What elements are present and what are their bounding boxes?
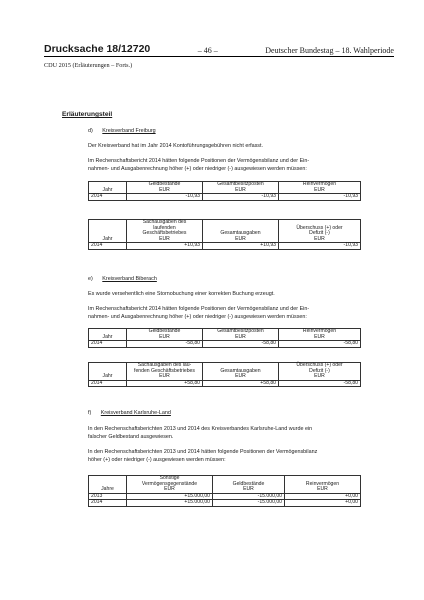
paragraph: Im Rechenschaftsbericht 2014 hätten folgende Positionen der Vermögensbilanz und der Ein- [88, 158, 310, 164]
table-header-row [89, 363, 361, 381]
cell: 2013 [89, 493, 127, 500]
cell: -10,93 [279, 194, 361, 201]
col-header: Überschuss (+) oder Defizit (-) EUR [279, 220, 361, 243]
col-header: Reinvermögen EUR [285, 476, 361, 494]
col-header: Reinvermögen EUR [279, 182, 361, 194]
col-header: Gesamtausgaben EUR [203, 363, 279, 381]
page-number: – 46 – [197, 46, 218, 55]
section-name: Kreisverband Biberach [102, 276, 157, 282]
cell: +0,00 [285, 500, 361, 507]
col-header: Jahr [89, 220, 127, 243]
col-header: Reinvermögen EUR [279, 329, 361, 341]
col-header: Sachausgaben des laufenden Geschäftsbetriebes EUR [127, 220, 203, 243]
paragraph: nahmen- und Ausgabenrechnung höher (+) oder niedriger (-) ausgewiesen werden müssen: [88, 166, 307, 172]
cell: +15.000,00 [127, 500, 213, 507]
paragraph: nahmen- und Ausgabenrechnung höher (+) oder niedriger (-) ausgewiesen werden müssen: [88, 314, 307, 320]
col-header: Sachausgaben des lau- fenden Geschäftsbetriebes EUR [127, 363, 203, 381]
col-header: Sonstige Vermögensgegenstände EUR [127, 476, 213, 494]
cell: -10,93 [279, 243, 361, 250]
cell: -58,80 [279, 341, 361, 348]
table-d-balance [88, 181, 361, 201]
table-header-row [89, 476, 361, 494]
table-e-expenses [88, 362, 361, 387]
col-header: Geldbestände EUR [127, 182, 203, 194]
section-e-heading [88, 276, 157, 282]
paragraph: falscher Geldbestand ausgewiesen. [88, 434, 174, 440]
table-d-expenses [88, 219, 361, 250]
col-header: Jahr [89, 363, 127, 381]
cell: 2014 [89, 380, 127, 387]
cell: -58,80 [279, 380, 361, 387]
cell: 2014 [89, 243, 127, 250]
table-row [89, 194, 361, 201]
table-row [89, 500, 361, 507]
table-f-balance [88, 475, 361, 507]
section-title: Erläuterungsteil [62, 111, 113, 118]
col-header: Gesamtausgaben EUR [203, 220, 279, 243]
table-row [89, 341, 361, 348]
section-f-heading [88, 410, 171, 416]
paragraph: In den Rechenschaftsberichten 2013 und 2014 des Kreisverbandes Karlsruhe-Land wurde ein [88, 426, 313, 432]
col-header: Geldbestände EUR [213, 476, 285, 494]
table-row [89, 380, 361, 387]
publisher: Deutscher Bundestag – 18. Wahlperiode [265, 46, 394, 55]
paragraph: Es wurde versehentlich eine Stornobuchung einer korrekten Buchung erzeugt. [88, 291, 275, 297]
cell: 2014 [89, 194, 127, 201]
section-letter: f) [88, 410, 92, 416]
table-row [89, 493, 361, 500]
drucksache-number: Drucksache 18/12720 [44, 43, 151, 55]
section-letter: d) [88, 128, 93, 134]
cell: -58,80 [203, 341, 279, 348]
cell: -15.000,00 [213, 493, 285, 500]
cell: -58,80 [127, 341, 203, 348]
table-e-balance [88, 328, 361, 348]
section-name: Kreisverband Karlsruhe-Land [100, 410, 171, 416]
cell: +10,93 [127, 243, 203, 250]
paragraph: Der Kreisverband hat im Jahr 2014 Kontoführungsgebühren nicht erfasst. [88, 143, 263, 149]
cell: +58,80 [203, 380, 279, 387]
section-letter: e) [88, 276, 93, 282]
cell: +58,80 [127, 380, 203, 387]
table-row [89, 243, 361, 250]
cell: 2014 [89, 341, 127, 348]
cell: -10,93 [127, 194, 203, 201]
col-header: Jahr [89, 329, 127, 341]
paragraph: Im Rechenschaftsbericht 2014 hätten folgende Positionen der Vermögensbilanz und der Ein- [88, 306, 310, 312]
section-name: Kreisverband Freiburg [102, 128, 156, 134]
col-header: Geldbestände EUR [127, 329, 203, 341]
paragraph: In den Rechenschaftsberichten 2013 und 2014 hätten folgende Positionen der Vermögensbilanz [88, 449, 318, 455]
cell: -10,93 [203, 194, 279, 201]
cell: +0,00 [285, 493, 361, 500]
table-header-row [89, 220, 361, 243]
cell: +15.000,00 [127, 493, 213, 500]
cell: +10,93 [203, 243, 279, 250]
col-header: Überschuss (+) oder Defizit (-) EUR [279, 363, 361, 381]
cell: 2014 [89, 500, 127, 507]
table-header-row [89, 182, 361, 194]
col-header: Gesamtbesitzposten EUR [203, 329, 279, 341]
section-d-heading [88, 128, 156, 134]
cell: -15.000,00 [213, 500, 285, 507]
table-header-row [89, 329, 361, 341]
paragraph: höher (+) oder niedriger (-) ausgewiesen werden müssen: [88, 457, 226, 463]
col-header: Jahr [89, 182, 127, 194]
col-header: Gesamtbesitzposten EUR [203, 182, 279, 194]
document-subheader: CDU 2015 (Erläuterungen – Forts.) [44, 62, 133, 69]
col-header: Jahre [89, 476, 127, 494]
